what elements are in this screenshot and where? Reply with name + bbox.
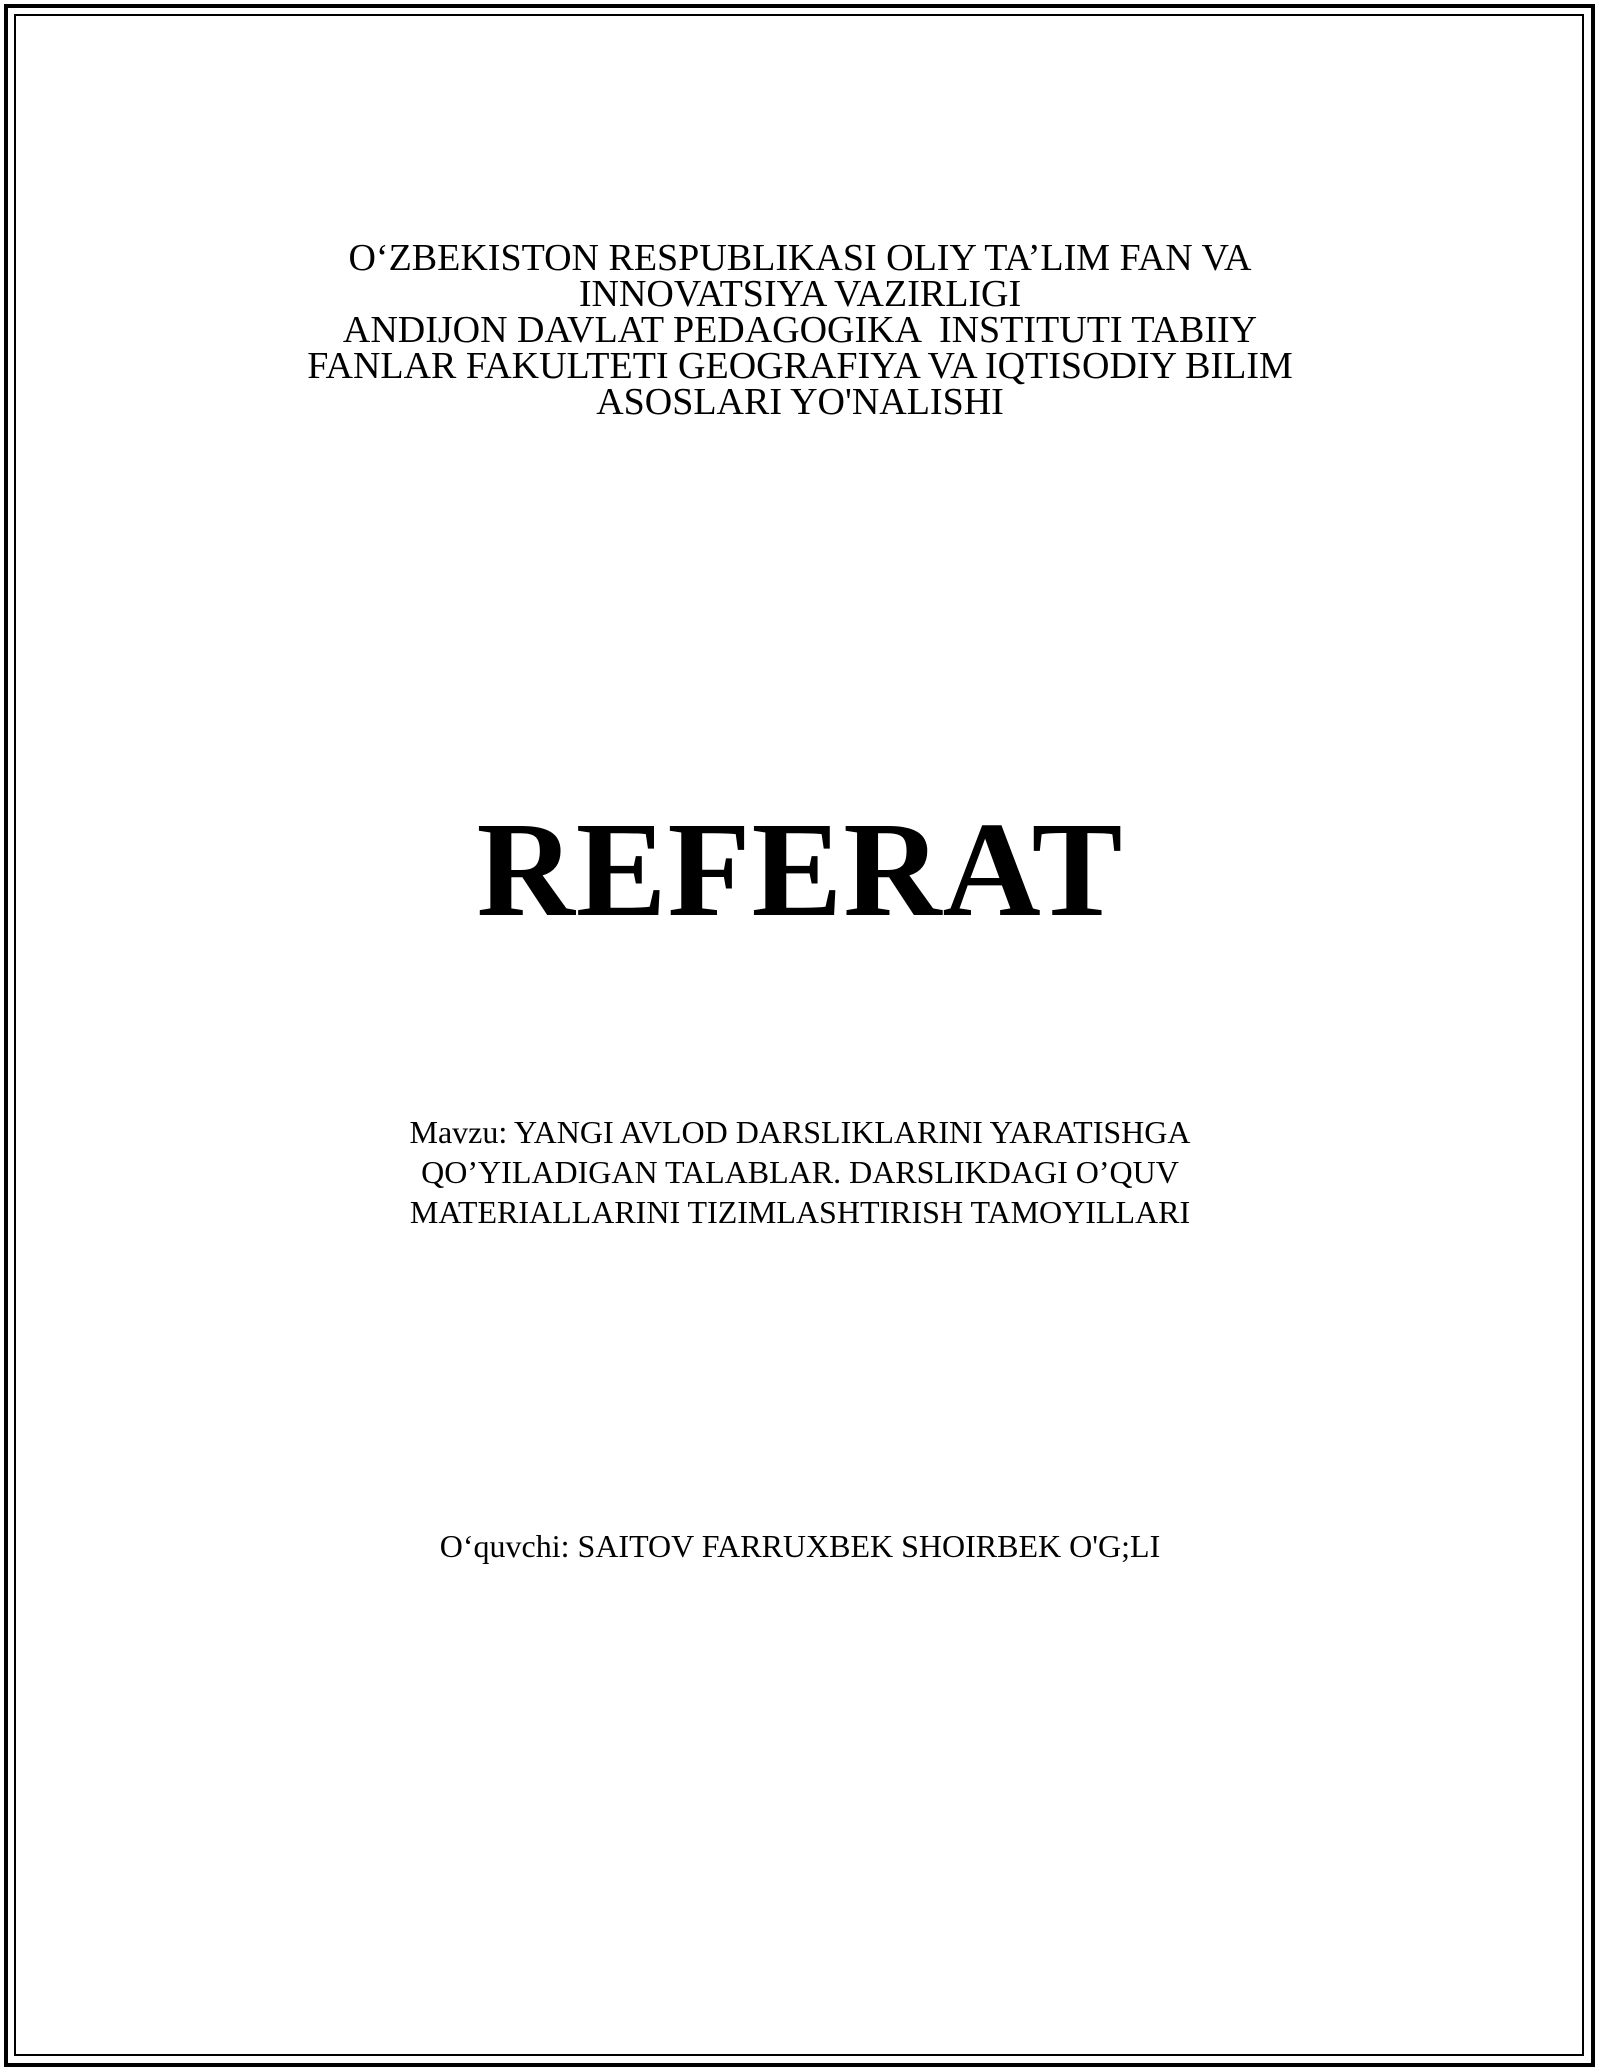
header-line-direction: ASOSLARI YO'NALISHI	[596, 381, 1004, 423]
institution-header	[0, 237, 1600, 423]
header-line-ministry: O‘ZBEKISTON RESPUBLIKASI OLIY TA’LIM FAN VA	[348, 237, 1252, 279]
topic-line: MATERIALLARINI TIZIMLASHTIRISH TAMOYILLARI	[409, 1194, 1191, 1230]
topic-block	[0, 1112, 1600, 1232]
header-line-faculty: FANLAR FAKULTETI GEOGRAFIYA VA IQTISODIY BILIM	[307, 345, 1293, 387]
header-line-institute: ANDIJON DAVLAT PEDAGOGIKA INSTITUTI TABIIY	[342, 309, 1258, 351]
student-name: O‘quvchi: SAITOV FARRUXBEK SHOIRBEK O'G;LI	[439, 1528, 1161, 1564]
topic-line: QO’YILADIGAN TALABLAR. DARSLIKDAGI O’QUV	[421, 1154, 1179, 1190]
header-line-ministry-cont: INNOVATSIYA VAZIRLIGI	[578, 273, 1022, 315]
topic-line: Mavzu: YANGI AVLOD DARSLIKLARINI YARATISHGA	[409, 1114, 1191, 1150]
document-title: REFERAT	[476, 795, 1124, 945]
